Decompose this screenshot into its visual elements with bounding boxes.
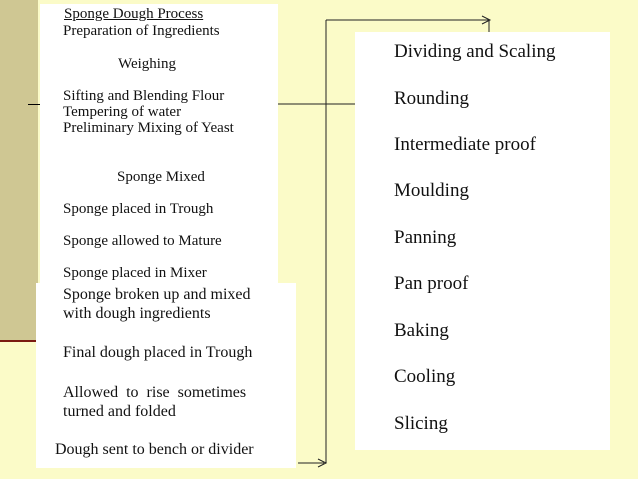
step-weighing: Weighing: [118, 56, 176, 72]
step-sponge-mixed: Sponge Mixed: [117, 169, 205, 185]
step-sponge-trough: Sponge placed in Trough: [63, 201, 214, 217]
step-turned-folded: turned and folded: [63, 403, 176, 420]
step-pan-proof: Pan proof: [394, 273, 469, 294]
step-preparation: Preparation of Ingredients: [63, 23, 220, 39]
step-tempering: Tempering of water: [63, 104, 182, 120]
step-allowed-rise: Allowed to rise sometimes: [63, 384, 247, 401]
step-dough-sent: Dough sent to bench or divider: [55, 441, 254, 458]
step-sponge-mixer: Sponge placed in Mixer: [63, 265, 207, 281]
step-intermediate-proof: Intermediate proof: [394, 134, 536, 155]
step-panning: Panning: [394, 227, 457, 248]
step-slicing: Slicing: [394, 413, 448, 434]
process-title: Sponge Dough Process: [64, 6, 204, 22]
step-rounding: Rounding: [394, 88, 469, 109]
step-sponge-broken: Sponge broken up and mixed: [63, 286, 251, 303]
step-dividing: Dividing and Scaling: [394, 41, 556, 62]
step-cooling: Cooling: [394, 366, 456, 387]
step-final-dough: Final dough placed in Trough: [63, 344, 253, 361]
step-sponge-mature: Sponge allowed to Mature: [63, 233, 222, 249]
step-dough-ingredients: with dough ingredients: [63, 305, 211, 322]
step-preliminary-mixing: Preliminary Mixing of Yeast: [63, 120, 234, 136]
step-sifting: Sifting and Blending Flour: [63, 88, 225, 104]
step-baking: Baking: [394, 320, 449, 341]
step-moulding: Moulding: [394, 180, 469, 201]
